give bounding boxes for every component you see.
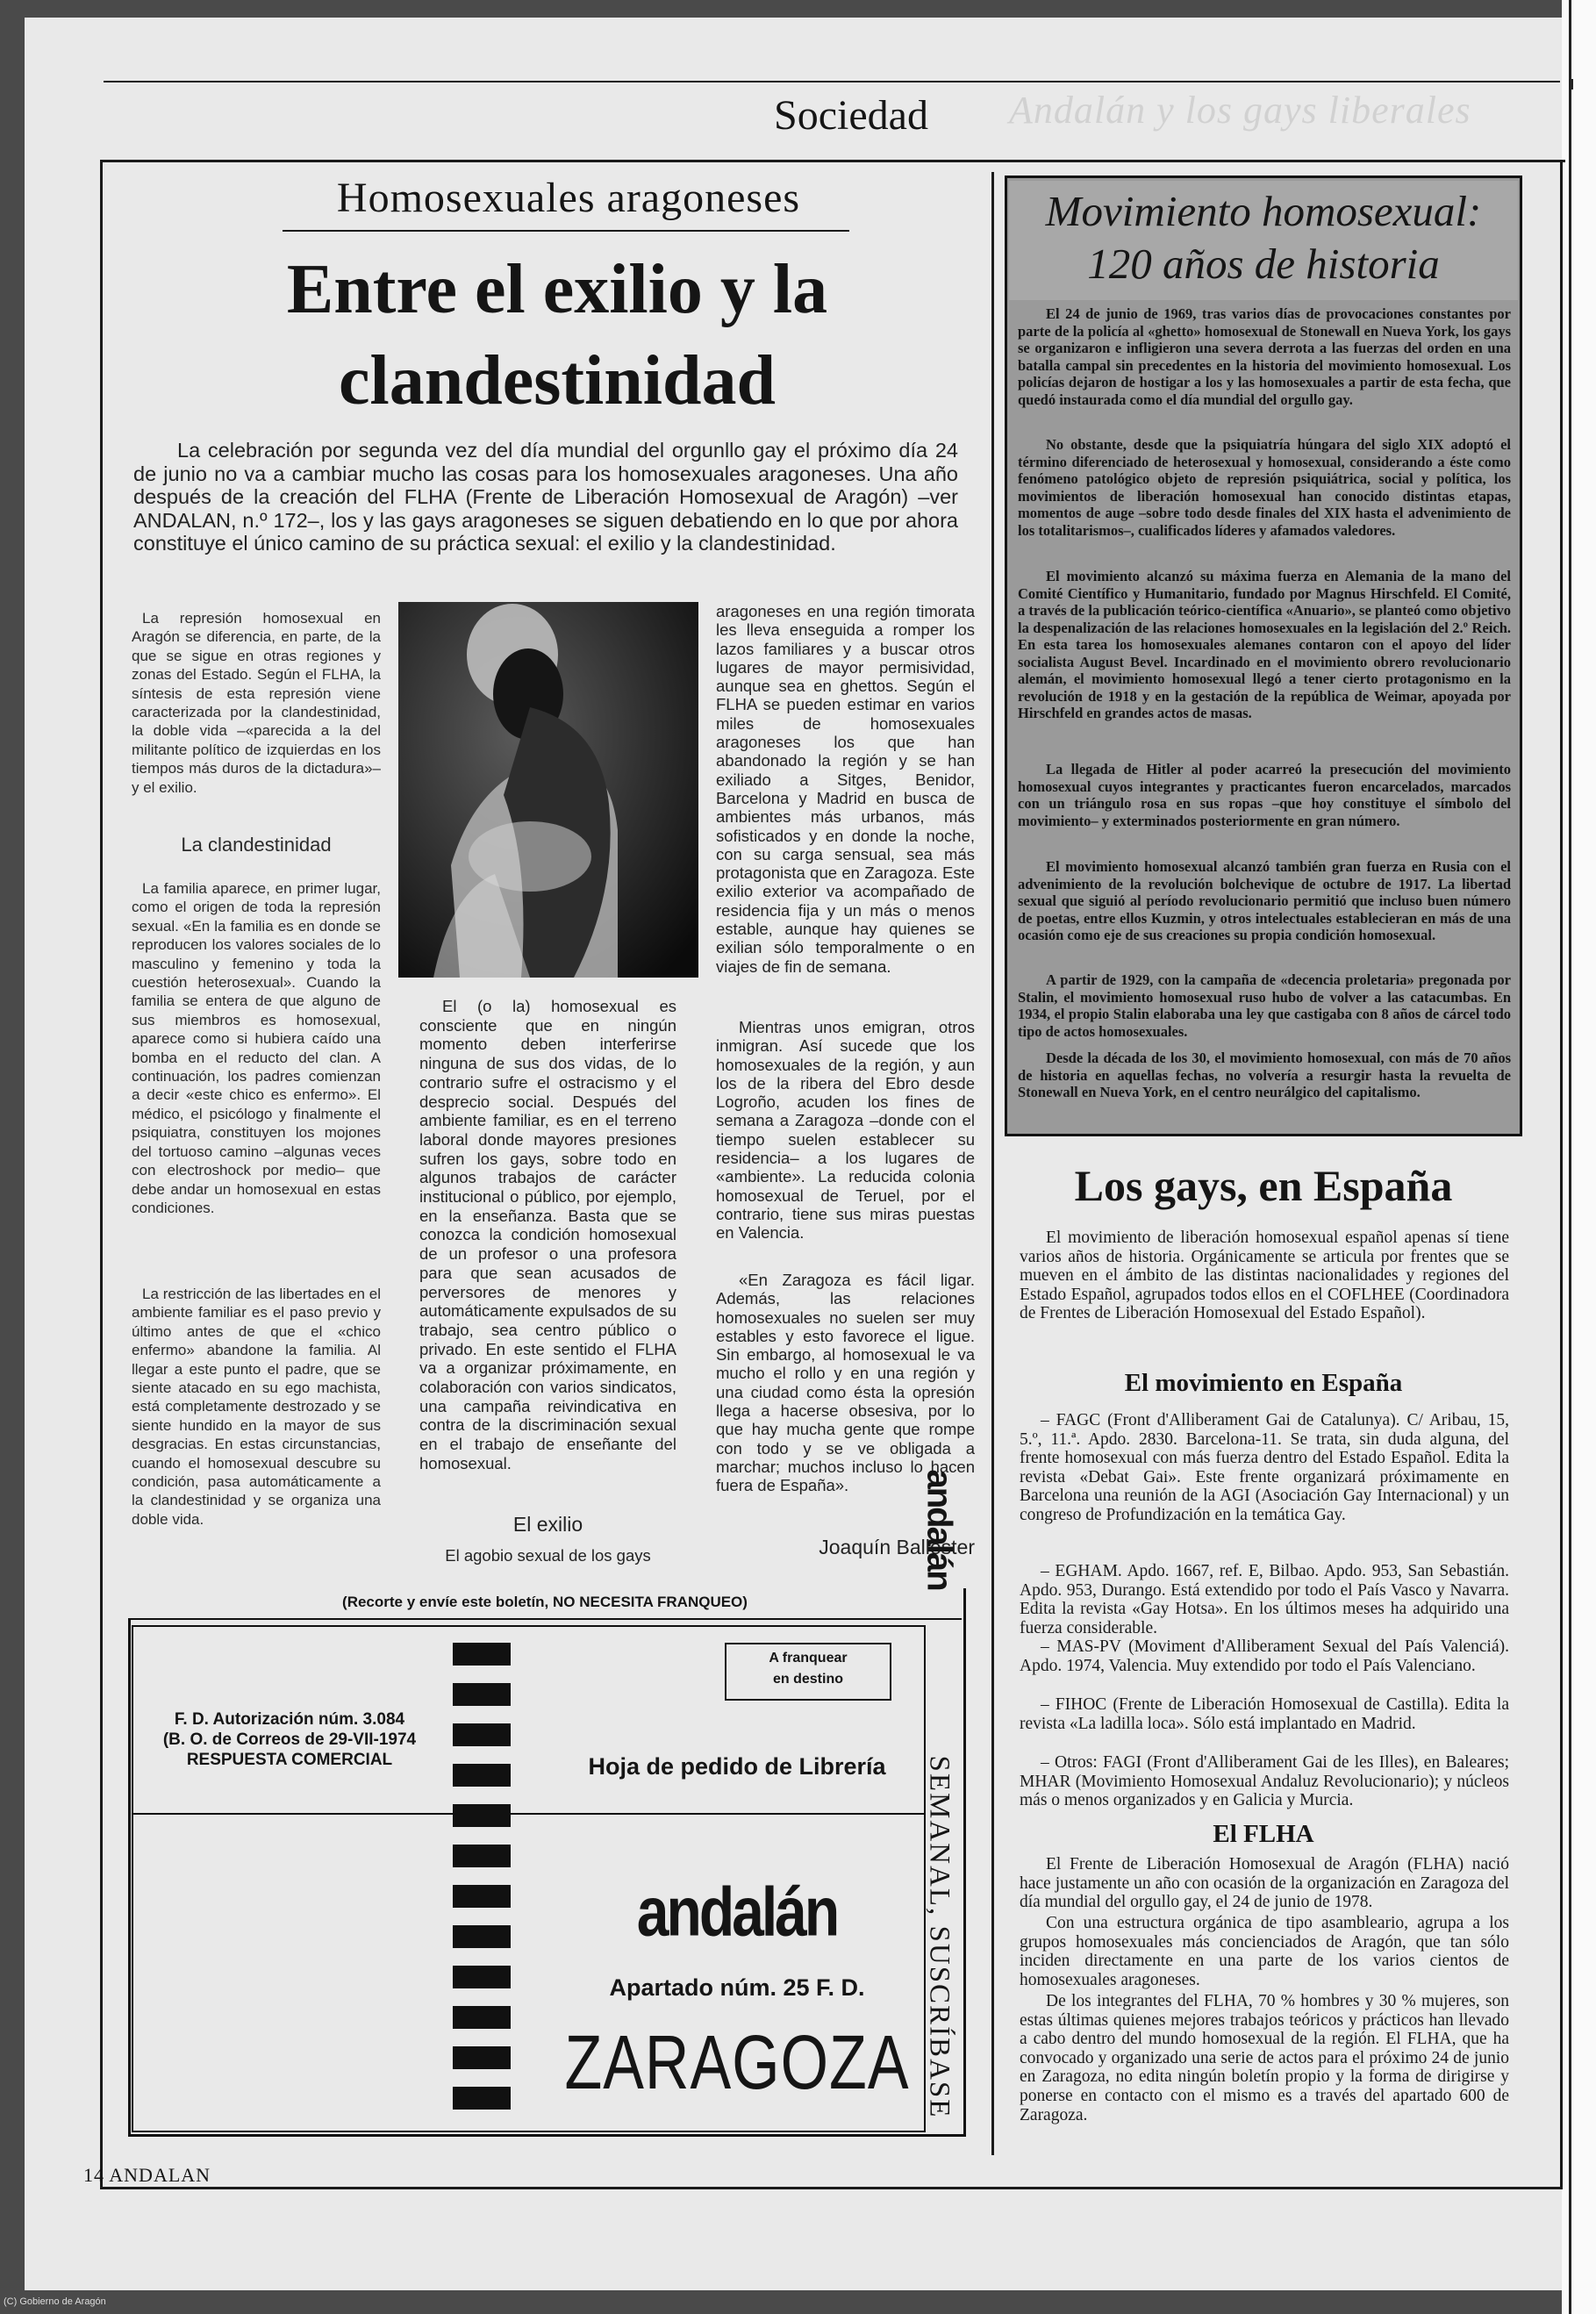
org-item: – EGHAM. Apdo. 1667, ref. E, Bilbao. Apdo. 953, San Sebastián. Apdo. 953, Durango. Está extendido por todo el País Vasco y Navarra. Edita la revista «Gay Hotsa». En los últimos meses ha adquirido una fuerza considerable. <box>1020 1562 1509 1637</box>
bar-mark <box>453 1723 511 1746</box>
col2-tail: El agobio sexual de los gays <box>445 1546 651 1565</box>
main-box-bottom <box>100 2187 1563 2189</box>
scan-edge-mark <box>1571 79 1573 90</box>
bar-mark <box>453 1764 511 1787</box>
side-brand: andalán <box>920 1469 959 1590</box>
flha-subhead: El FLHA <box>1213 1820 1314 1848</box>
main-box-right <box>1560 161 1563 2189</box>
bar-mark <box>453 1845 511 1867</box>
bar-mark <box>453 2087 511 2110</box>
history-paragraph: El movimiento homosexual alcanzó también gran fuerza en Rusia con el advenimiento de la revolución bolchevique de octubre de 1917. La libertad sexual que siguió al período revolucionario permitió que incluso buen número de poetas, entre ellos Kuzmin, y otros intelectuales establecieran en más de una ocasión como eje de sus creaciones su propia condición homosexual. <box>1018 858 1511 943</box>
bar-mark <box>453 2006 511 2029</box>
history-title-line2: 120 años de historia <box>1087 240 1440 288</box>
coupon-bottom <box>128 2134 966 2137</box>
coupon-left <box>128 1618 131 2137</box>
kicker-underline <box>283 230 849 232</box>
city-name: ZARAGOZA <box>564 2019 910 2105</box>
col1-paragraph: La familia aparece, en primer lugar, como el origen de toda la represión sexual. «En la familia es en donde se reproducen los valores sociales de lo masculino y femenino y toda la cuestión heterosexual». Cuando la familia se entera de que alguno de sus miembros es homosexual, aparece como si hubiera caído una bomba en el reducto del clan. A continuación, los padres comienzan a decir «este chico es enfermo». El médico, el psicólogo y finalmente el psiquiatra, constituyen los mojones del tortuoso camino –algunas veces con electroshock por medio– que debe andar un homosexual en estas condiciones. <box>132 880 381 1216</box>
coupon-divider <box>132 1813 926 1815</box>
flha-paragraph: Con una estructura orgánica de tipo asambleario, agrupa a los grupos homosexuales más concienciados de Aragón, que tan sólo inciden directamente en una parte de los varios cientos de homosexuales aragoneses. <box>1020 1914 1509 1989</box>
bar-mark <box>453 1885 511 1908</box>
spain-title: Los gays, en España <box>1074 1161 1453 1210</box>
postage-text: A franquear <box>769 1651 848 1666</box>
top-rule <box>104 81 1560 82</box>
bar-mark <box>453 1966 511 1988</box>
col2-paragraph: El (o la) homosexual es consciente que en ningún momento deben interferirse ninguna de sus dos vidas, de lo contrario sufre el ostracismo y el desprecio social. Después del ambiente familiar, es en el terreno laboral donde mayores presiones sufren los gays, sobre todo en algunos trabajos de carácter institucional o público, por ejemplo, en la enseñanza. Basta que se conozca la condición homosexual de un profesor o una profesora para que sean acusados de perversores de menores y automáticamente expulsados de su trabajo, sea centro público o privado. En este sentido el FLHA va a organizar próximamente, en colaboración con varios sindicatos, una campaña reivindicativa en contra de la discriminación sexual en el trabajo de enseñante del homosexual. <box>419 997 676 1472</box>
section-rule <box>100 160 1565 162</box>
history-paragraph: El 24 de junio de 1969, tras varios días de provocaciones constantes por parte de la policía al «ghetto» homosexual de Stonewall en Nueva York, los gays se organizaron e infligieron una severa derrota a las fuerzas del orden en una batalla campal sin precedentes en la historia del movimiento homosexual. Los policías dejaron de hostigar a los y las homosexuales a partir de esta fecha, que quedó instaurada como el día mundial del orgullo gay. <box>1018 305 1511 408</box>
credit-line: (C) Gobierno de Aragón <box>4 2296 106 2307</box>
col1-paragraph: La restricción de las libertades en el ambiente familiar es el paso previo y último antes de que el «chico enfermo» abandone la familia. Al llegar a este punto el padre, que se siente atacado en su ego machista, está completamente destrozado y se siente hundido en la mayor de sus desgracias. En estas circunstancias, cuando el homosexual descubre su condición, pasa automáticamente a la clandestinidad y se organiza una doble vida. <box>132 1286 381 1528</box>
flha-paragraph: El Frente de Liberación Homosexual de Aragón (FLHA) nació hace justamente un año con ocasión de la organización en Zaragoza del día mundial del orgullo gay, el 24 de junio de 1978. <box>1020 1855 1509 1912</box>
coupon-side-text <box>913 1469 965 2125</box>
coupon-header: (Recorte y envíe este boletín, NO NECESITA FRANQUEO) <box>342 1594 748 1610</box>
bar-mark <box>453 1925 511 1948</box>
org-item: – FAGC (Front d'Alliberament Gai de Catalunya). C/ Aribau, 15, 5.º, 11.ª. Apdo. 2830. Barcelona-11. Se trata, sin duda alguna, del frente homosexual con más fuerza dentro del Estado Español. Edita la revista «Debat Gai». Este frente organizará próximamente en Barcelona una reunión de la AGI (Asociación Gay Internacional) y un congreso de Profundización en la temática Gay. <box>1020 1411 1509 1524</box>
coupon-top-rule <box>128 1618 962 1620</box>
bar-mark <box>453 1804 511 1827</box>
col1-paragraph: La represión homosexual en Aragón se diferencia, en parte, de la que se sigue en otras regiones y zonas del Estado. Según el FLHA, la síntesis de esta represión viene caracterizada por la clandestinidad, la doble vida –«parecida a la del militante político de izquierdas en los tiempos más duros de la dictadura»– y el exilio. <box>132 610 381 796</box>
org-item: – Otros: FAGI (Front d'Alliberament Gai de les Illes), en Baleares; MHAR (Movimiento Homosexual Andaluz Revolucionario); y núcleos más o menos organizados y en Galicia y Murcia. <box>1020 1753 1509 1810</box>
history-paragraph: Desde la década de los 30, el movimiento homosexual, con más de 70 años de historia en aquellas fechas, no volvería a resurgir hasta la revuelta de Stonewall en Nueva York, en el centro neurálgico del capitalismo. <box>1018 1050 1511 1100</box>
subhead-clandestinidad: La clandestinidad <box>181 834 332 856</box>
article-kicker: Homosexuales aragoneses <box>336 175 801 221</box>
org-item: – FIHOC (Frente de Liberación Homosexual de Castilla). Edita la revista «La ladilla loca». Sólo está implantado en Madrid. <box>1020 1695 1509 1733</box>
col3-paragraph: Mientras unos emigran, otros inmigran. Así sucede que los homosexuales de la región, y aun los de la ribera del Ebro desde Logroño, acuden los fines de semana a Zaragoza –donde con el tiempo suelen establecer su residencia– a los lugares de «ambiente». La reducida colonia homosexual de Teruel, por el contrario, tiene sus miras puestas en Valencia. <box>716 1018 975 1243</box>
order-form-title: Hoja de pedido de Librería <box>588 1753 886 1780</box>
spain-subhead: El movimiento en España <box>1124 1369 1403 1397</box>
subhead-exilio: El exilio <box>512 1513 583 1536</box>
authorization-line: (B. O. de Correos de 29-VII-1974 <box>162 1730 417 1749</box>
col3-paragraph: «En Zaragoza es fácil ligar. Además, las relaciones homosexuales no suelen ser muy estables y esto favorece el ligue. Sin embargo, al homosexual le va mucho el rollo y en una región y una ciudad como ésta la opresión llega a hacerse obsesiva, por lo que hay mucha gente que rompe con todo y se ve obligada a marchar; muchos incluso lo hacen fuera de España». <box>716 1271 975 1495</box>
bar-mark <box>453 1683 511 1706</box>
authorization-line: F. D. Autorización núm. 3.084 <box>174 1710 405 1729</box>
column-divider <box>991 172 994 2155</box>
byline: Joaquín Ballester <box>819 1536 975 1558</box>
history-paragraph: La llegada de Hitler al poder acarreó la presecución del movimiento homosexual cuyos integrantes y practicantes fueron encarcelados, marcados con un triángulo rosa en sus ropas –que hoy constituye el símbolo del movimiento– y exterminados posteriormente en gran número. <box>1018 761 1511 829</box>
org-item: – MAS-PV (Moviment d'Alliberament Sexual del País Valenciá). Apdo. 1974, Valencia. Muy extendido por todo el País Valenciano. <box>1020 1637 1509 1675</box>
article-photo <box>398 602 698 978</box>
history-title-line1: Movimiento homosexual: <box>1045 187 1482 235</box>
col3-paragraph: aragoneses en una región timorata les lleva enseguida a romper los lazos familiares y a buscar otros lugares de mayor permisividad, aunque sea en ghettos. Según el FLHA se pueden estimar en varios miles de homosexuales aragoneses los que han abandonado la región y se han exiliado a Sitges, Benidor, Barcelona y Madrid en busca de ambientes más urbanos, más sofisticados y en donde la noche, con su carga sensual, sea más protagonista que en Zaragoza. Este exilio exterior va acompañado de residencia fija y un más o menos estable, aunque hay quienes se exilian sólo temporalmente o en viajes de fin de semana. <box>716 602 975 976</box>
apartado-line: Apartado núm. 25 F. D. <box>609 1974 865 2001</box>
side-slogan: SEMANAL, SUSCRÍBASE <box>923 1755 955 2119</box>
main-box-left <box>100 161 103 2189</box>
scan-edge <box>1562 0 1596 2314</box>
spain-intro: El movimiento de liberación homosexual español apenas sí tiene varios años de historia. Orgánicamente se articula por frentes que se mueven en el ámbito de las distintas nacionalidades y regiones del Estado Español, agrupados todos ellos en el COFLHEE (Coordinadora de Frentes de Liberación Homosexual del Estado Español). <box>1020 1229 1509 1323</box>
barcode-marks <box>453 1643 511 2117</box>
history-paragraph: No obstante, desde que la psiquiatría húngara del siglo XIX adoptó el término diferenciado de heterosexual y homosexual, considerando a éste como fenómeno patológico objeto de represión psiquiátrica, social y política, los movimientos de liberación homosexual han conocido distintas etapas, momentos de auge –sobre todo desde finales del XIX hasta el advenimiento de los totalitarismos–, cualificados líderes y afamados valedores. <box>1018 436 1511 539</box>
history-paragraph: El movimiento alcanzó su máxima fuerza en Alemania de la mano del Comité Científico y Humanitario, fundado por Magnus Hirschfeld. El Comité, a través de la publicación teórico-científica «Anuario», se planteó como objetivo la despenalización de las relaciones homosexuales en la legislación del 2.º Reich. En esta tarea los homosexuales alemanes contaron con el apoyo del líder socialista August Bevel. Incardinado en el movimiento obrero revolucionario alemán, el movimiento homosexual llegó a tener cierto protagonismo en la revolución de 1918 y en la gestación de la república de Weimar, apoyada por Hirschfeld en grandes actos de masas. <box>1018 568 1511 721</box>
authorization-line: RESPUESTA COMERCIAL <box>186 1751 393 1769</box>
show-through-text: Andalán y los gays liberales <box>1009 89 1471 132</box>
history-paragraph: A partir de 1929, con la campaña de «decencia proletaria» pregonada por Stalin, el movimiento homosexual ruso hubo de volver a las catacumbas. En 1934, el propio Stalin elaboraba una ley que castigaba con 8 años de cárcel todo tipo de actos homosexuales. <box>1018 971 1511 1040</box>
postage-text: en destino <box>772 1672 843 1687</box>
bar-mark <box>453 2046 511 2069</box>
andalan-logo: andalán <box>636 1872 838 1951</box>
headline-line2: clandestinidad <box>339 342 776 419</box>
headline-line1: Entre el exilio y la <box>286 251 828 328</box>
page-footer: 14 ANDALAN <box>83 2164 211 2186</box>
flha-paragraph: De los integrantes del FLHA, 70 % hombres y 30 % mujeres, son estas últimas quienes mejores trabajos teóricos y prácticos han llevado a cabo dentro del mundo homosexual de la región. El FLHA, que ha convocado y organizado una serie de actos para el próximo 24 de junio en Zaragoza, no edita ningún boletín propio y la forma de dirigirse y ponerse en contacto con el mismo es a través del apartado 600 de Zaragoza. <box>1020 1992 1509 2124</box>
article-intro: La celebración por segunda vez del día mundial del orgunllo gay el próximo día 24 de junio no va a cambiar mucho las cosas para los homosexuales aragoneses. Una año después de la creación del FLHA (Frente de Liberación Homosexual de Aragón) –ver ANDALAN, n.º 172–, los y las gays aragoneses se siguen debatiendo en lo que por ahora constituye el único camino de su práctica sexual: el exilio y la clandestinidad. <box>133 439 958 555</box>
scan-edge-line <box>1569 0 1571 2314</box>
bar-mark <box>453 1643 511 1666</box>
section-title: Sociedad <box>774 92 928 139</box>
